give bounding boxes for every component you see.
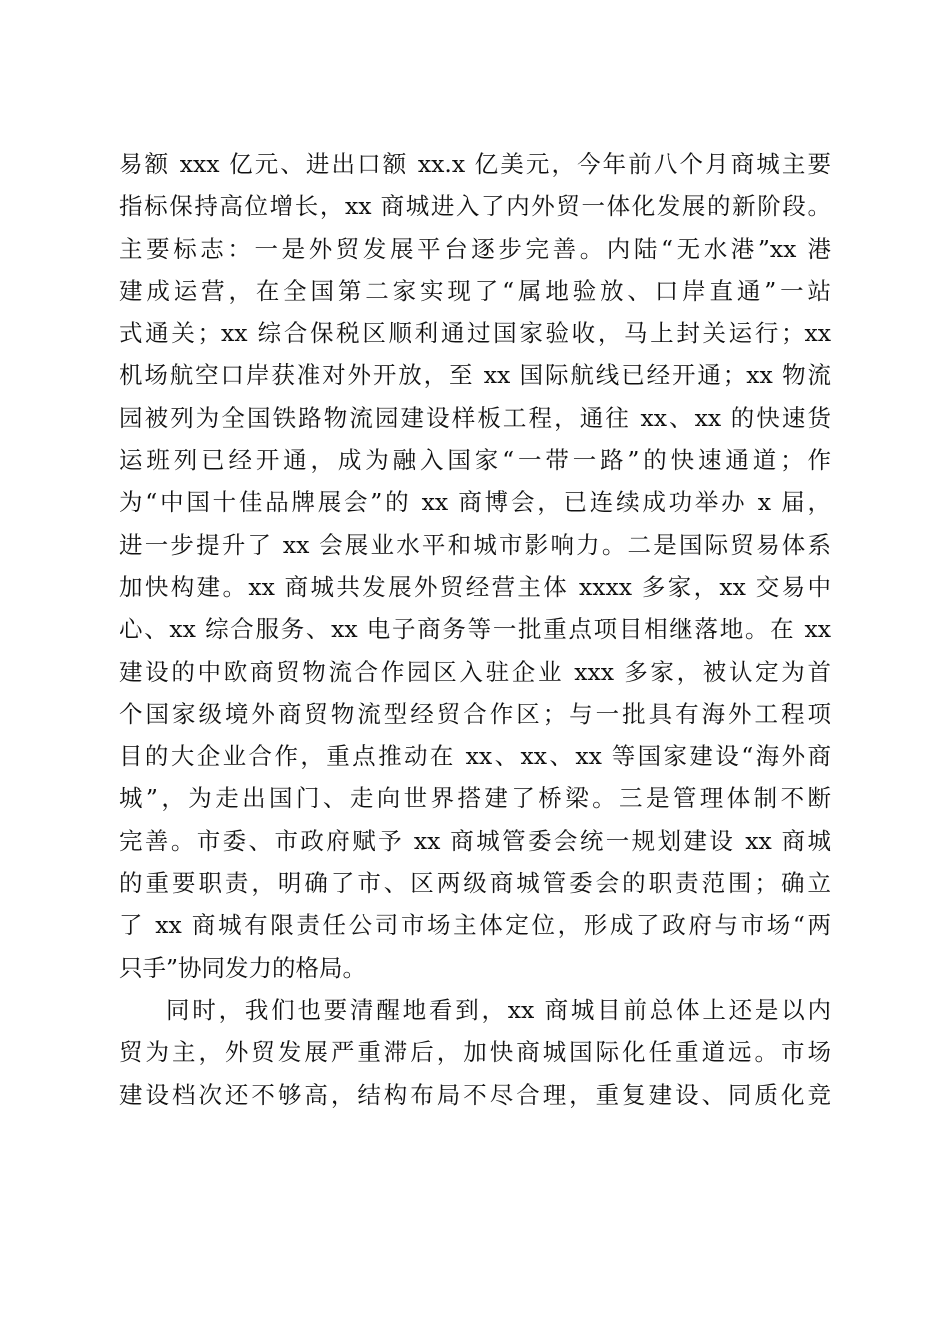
document-body: [119, 143, 831, 1116]
text-line: 机场航空口岸获准对外开放，至 xx 国际航线已经开通；xx 物流: [119, 361, 831, 390]
text-line: 同时，我们也要清醒地看到，xx 商城目前总体上还是以内: [166, 995, 831, 1024]
text-line: 指标保持高位增长，xx 商城进入了内外贸一体化发展的新阶段。: [119, 192, 831, 221]
paragraph-2: [119, 989, 831, 1116]
text-line: 为“中国十佳品牌展会”的 xx 商博会，已连续成功举办 x 届，: [119, 488, 831, 517]
text-line: 进一步提升了 xx 会展业水平和城市影响力。二是国际贸易体系: [119, 530, 831, 559]
text-line: 贸为主，外贸发展严重滞后，加快商城国际化任重道远。市场: [119, 1038, 831, 1067]
text-line: 运班列已经开通，成为融入国家“一带一路”的快速通道；作: [119, 446, 831, 475]
text-line: 城”，为走出国门、走向世界搭建了桥梁。三是管理体制不断: [119, 784, 831, 813]
text-line: 完善。市委、市政府赋予 xx 商城管委会统一规划建设 xx 商城: [119, 826, 831, 855]
text-line: 建成运营，在全国第二家实现了“属地验放、口岸直通”一站: [119, 276, 831, 305]
text-line: 园被列为全国铁路物流园建设样板工程，通往 xx、xx 的快速货: [119, 403, 831, 432]
text-line: 建设档次还不够高，结构布局不尽合理，重复建设、同质化竞: [119, 1080, 831, 1109]
text-line: 目的大企业合作，重点推动在 xx、xx、xx 等国家建设“海外商: [119, 742, 831, 771]
text-line: 建设的中欧商贸物流合作园区入驻企业 xxx 多家，被认定为首: [119, 657, 831, 686]
text-line: 加快构建。xx 商城共发展外贸经营主体 xxxx 多家，xx 交易中: [119, 572, 831, 601]
text-line: 个国家级境外商贸物流型经贸合作区；与一批具有海外工程项: [119, 699, 831, 728]
text-line: 易额 xxx 亿元、进出口额 xx.x 亿美元，今年前八个月商城主要: [119, 150, 831, 178]
text-line: 只手”协同发力的格局。: [119, 953, 367, 982]
paragraph-1: [119, 143, 831, 989]
text-line: 心、xx 综合服务、xx 电子商务等一批重点项目相继落地。在 xx: [119, 615, 831, 644]
text-line: 式通关；xx 综合保税区顺利通过国家验收，马上封关运行；xx: [119, 319, 831, 348]
text-line: 主要标志：一是外贸发展平台逐步完善。内陆“无水港”xx 港: [119, 234, 831, 263]
text-line: 的重要职责，明确了市、区两级商城管委会的职责范围；确立: [119, 869, 831, 898]
text-line: 了 xx 商城有限责任公司市场主体定位，形成了政府与市场“两: [119, 911, 831, 940]
